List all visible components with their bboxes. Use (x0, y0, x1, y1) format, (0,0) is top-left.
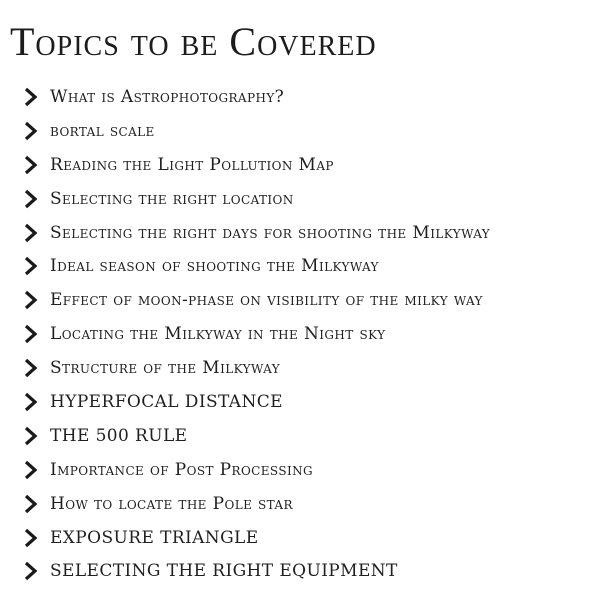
list-item (0, 182, 600, 216)
topic-label: EXPOSURE TRIANGLE (50, 527, 259, 548)
chevron-right-icon (21, 425, 41, 447)
topic-label: SELECTING THE RIGHT EQUIPMENT (50, 561, 398, 582)
list-item (0, 554, 600, 588)
topic-label: How to locate the Pole star (50, 493, 293, 514)
list-item (0, 114, 600, 148)
list-item (0, 80, 600, 114)
list-item (0, 351, 600, 385)
topic-label: Selecting the right days for shooting the Milkyway (50, 222, 491, 243)
list-item (0, 419, 600, 453)
chevron-right-icon (21, 459, 41, 481)
page-title: Topics to be Covered (10, 19, 377, 64)
list-item (0, 216, 600, 250)
topic-label: Locating the Milkyway in the Night sky (50, 324, 386, 345)
chevron-right-icon (21, 527, 41, 549)
topic-label: HYPERFOCAL DISTANCE (50, 391, 283, 412)
list-item (0, 249, 600, 283)
topic-label: Importance of Post Processing (50, 459, 313, 480)
chevron-right-icon (21, 560, 41, 582)
chevron-right-icon (21, 120, 41, 142)
list-item (0, 283, 600, 317)
topic-list (0, 80, 600, 588)
topic-label: What is Astrophotography? (50, 86, 285, 107)
chevron-right-icon (21, 357, 41, 379)
chevron-right-icon (21, 86, 41, 108)
list-item (0, 521, 600, 555)
list-item (0, 317, 600, 351)
chevron-right-icon (21, 188, 41, 210)
chevron-right-icon (21, 255, 41, 277)
list-item (0, 385, 600, 419)
chevron-right-icon (21, 493, 41, 515)
topic-label: Reading the Light Pollution Map (50, 154, 334, 175)
list-item (0, 453, 600, 487)
chevron-right-icon (21, 323, 41, 345)
topic-label: bortal scale (50, 120, 155, 141)
chevron-right-icon (21, 289, 41, 311)
list-item (0, 487, 600, 521)
topic-label: Selecting the right location (50, 188, 294, 209)
topic-label: THE 500 RULE (50, 425, 188, 446)
list-item (0, 148, 600, 182)
chevron-right-icon (21, 222, 41, 244)
topic-label: Ideal season of shooting the Milkyway (50, 256, 379, 277)
chevron-right-icon (21, 154, 41, 176)
chevron-right-icon (21, 391, 41, 413)
topic-label: Structure of the Milkyway (50, 358, 281, 379)
topic-label: Effect of moon-phase on visibility of the milky way (50, 290, 483, 311)
